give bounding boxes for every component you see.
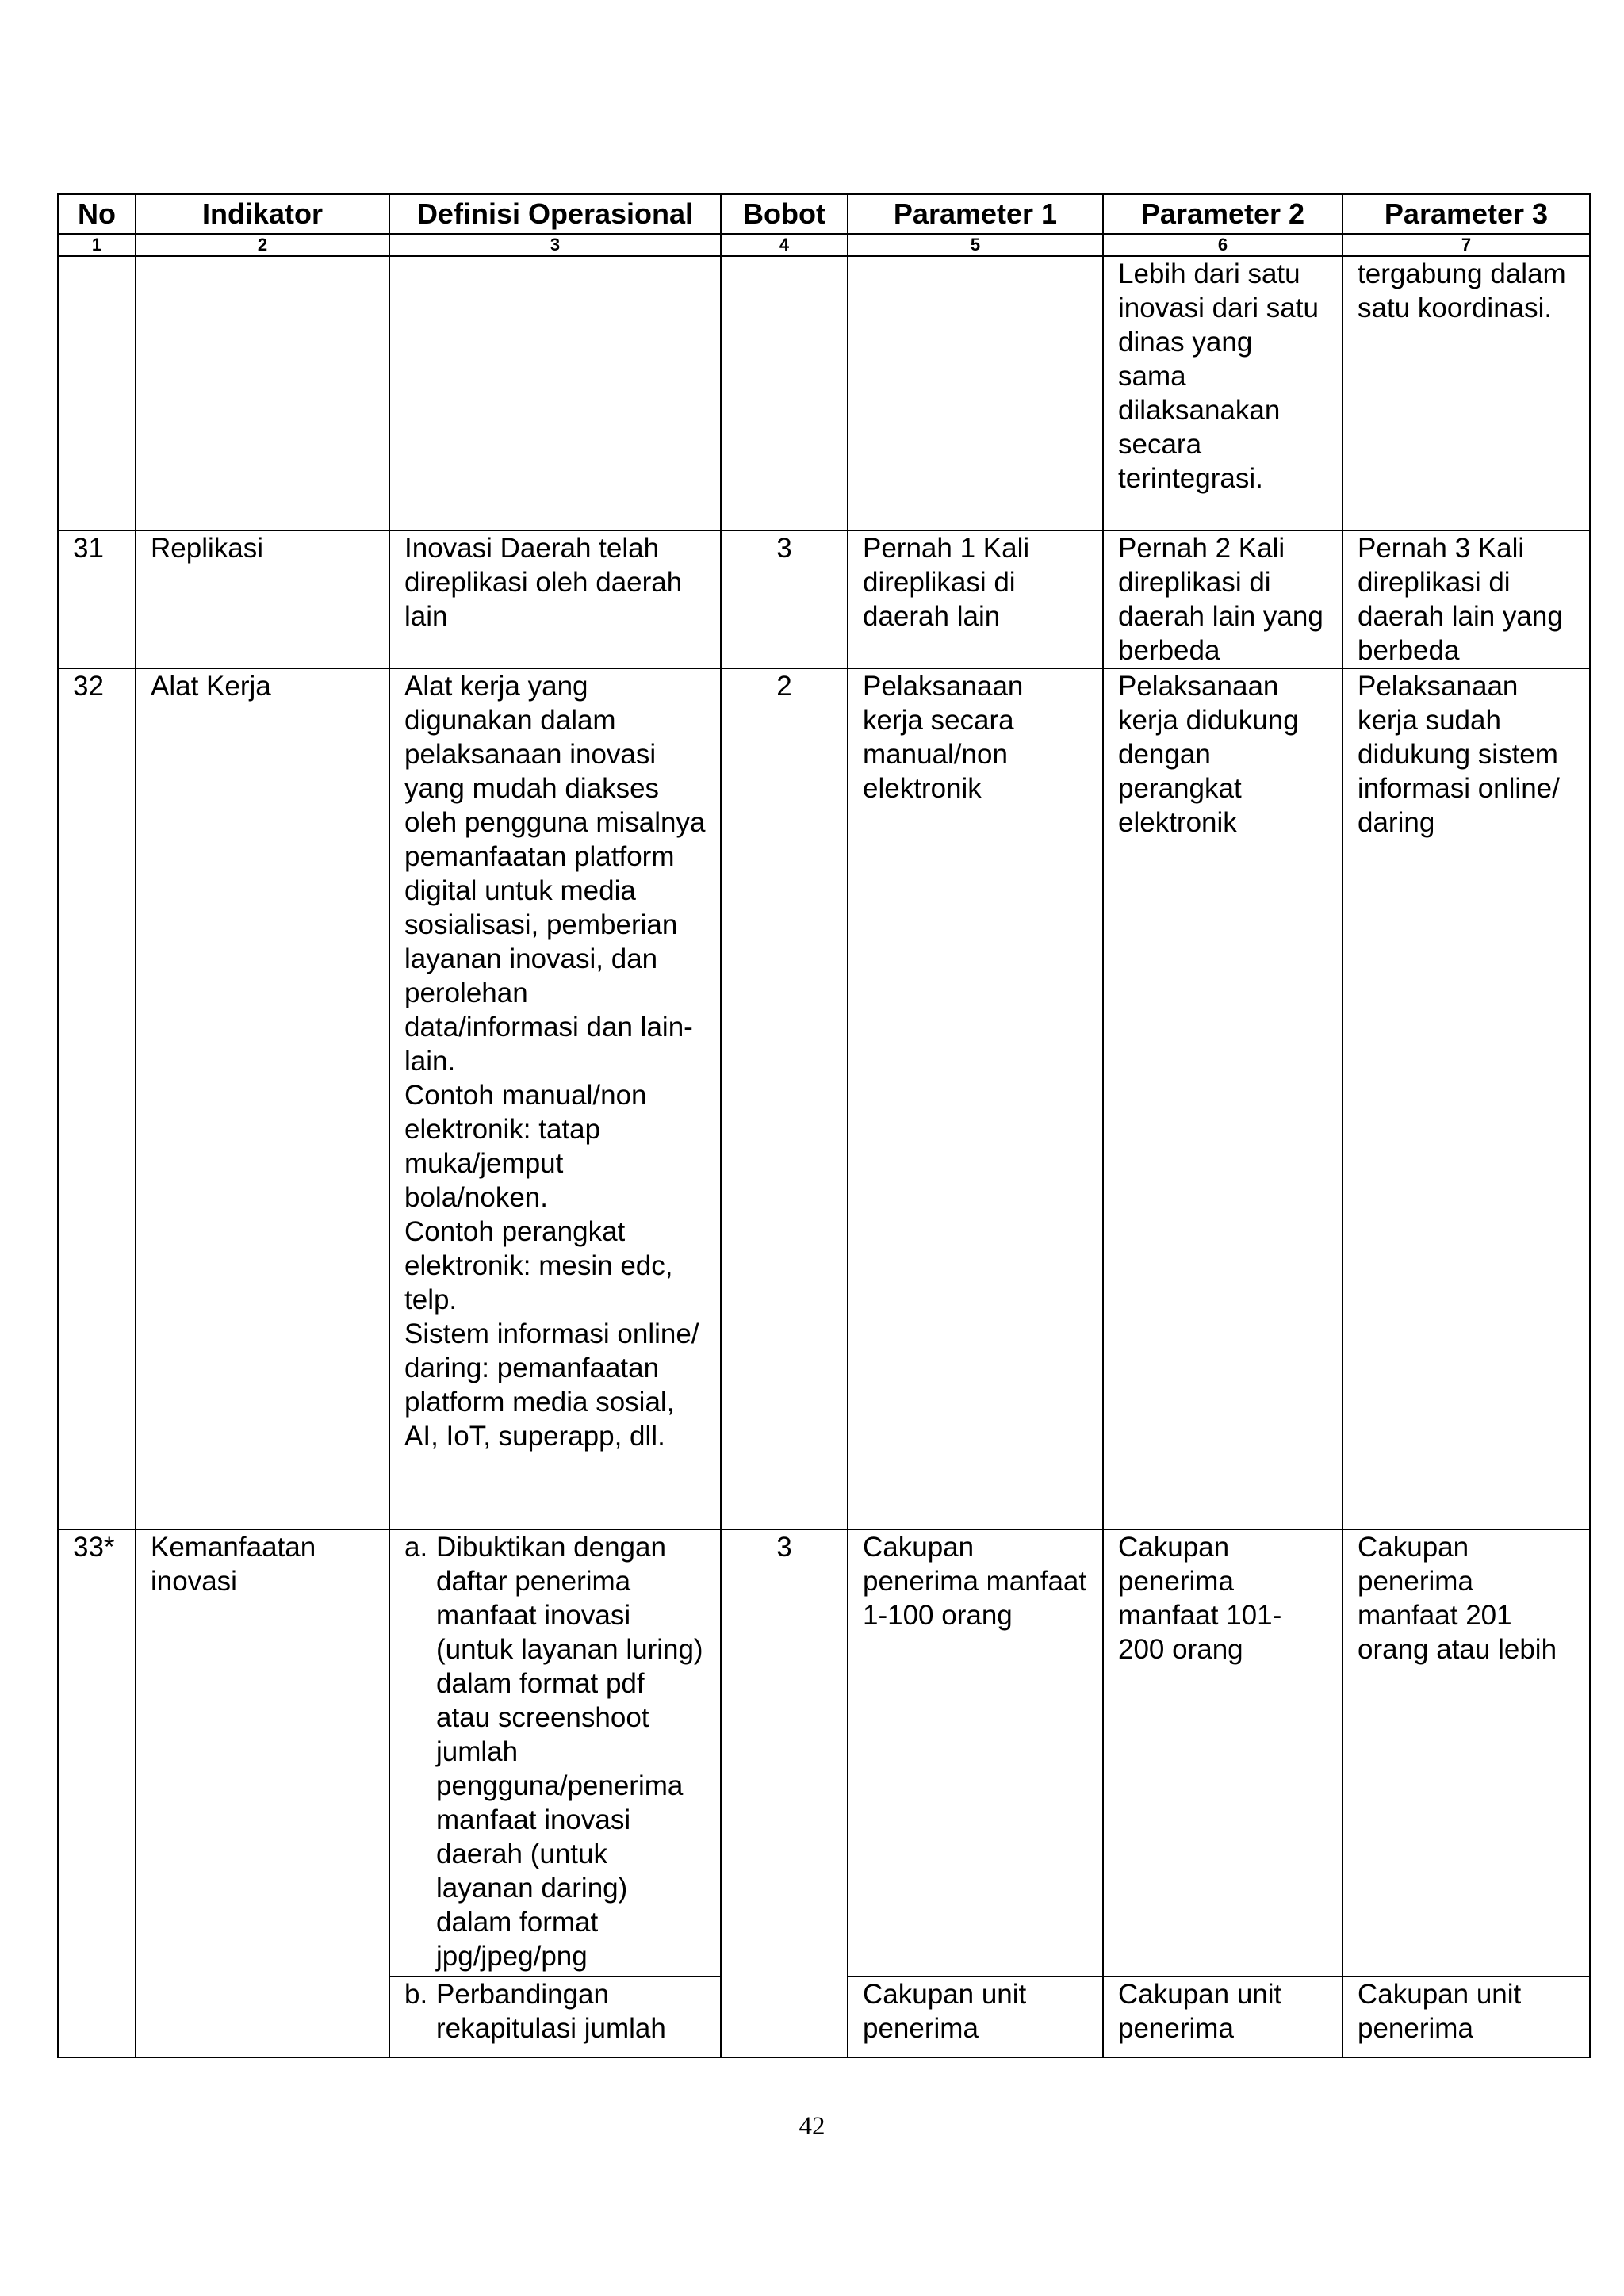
row-param-2: Cakupan unit penerima: [1103, 1976, 1342, 2057]
row-param-3: Cakupan unit penerima: [1342, 1976, 1590, 2057]
definisi-main: Alat kerja yang digunakan dalam pelaksanaan inovasi yang mudah diakses oleh pengguna misalnya pemanfaatan platform digital untuk media sosialisasi, pemberian layanan inovasi, dan perolehan data/informasi dan lain-lain.: [404, 671, 706, 1077]
row-no: 33*: [58, 1529, 136, 2057]
continuation-row: [58, 256, 1590, 530]
row-definisi: Inovasi Daerah telah direplikasi oleh daerah lain: [389, 530, 721, 668]
index-cell: 3: [389, 234, 721, 256]
empty-cell: [58, 256, 136, 530]
table-row: [58, 530, 1590, 668]
header-definisi: Definisi Operasional: [389, 194, 721, 234]
row-param-1: Cakupan penerima manfaat 1-100 orang: [848, 1529, 1103, 1976]
row-param-3: Pernah 3 Kali direplikasi di daerah lain yang berbeda: [1342, 530, 1590, 668]
row-param-2: Cakupan penerima manfaat 101-200 orang: [1103, 1529, 1342, 1976]
row-indikator: Alat Kerja: [136, 668, 389, 1529]
list-marker: b.: [404, 1979, 428, 2010]
definisi-example-electronic: Contoh perangkat elektronik: mesin edc, telp.: [404, 1216, 673, 1315]
definisi-b-text: Perbandingan rekapitulasi jumlah: [436, 1979, 666, 2044]
empty-cell: [136, 256, 389, 530]
row-param-1: Pelaksanaan kerja secara manual/non elektronik: [848, 668, 1103, 1529]
row-indikator: Kemanfaatan inovasi: [136, 1529, 389, 2057]
empty-cell: [721, 256, 848, 530]
definisi-example-online: Sistem informasi online/ daring: pemanfaatan platform media sosial, AI, IoT, superapp, dll.: [404, 1318, 699, 1452]
indicator-table: [57, 193, 1591, 2058]
index-cell: 7: [1342, 234, 1590, 256]
row-param-2: Pernah 2 Kali direplikasi di daerah lain yang berbeda: [1103, 530, 1342, 668]
row-no: 31: [58, 530, 136, 668]
header-parameter-3: Parameter 3: [1342, 194, 1590, 234]
row-param-1: Pernah 1 Kali direplikasi di daerah lain: [848, 530, 1103, 668]
index-cell: 5: [848, 234, 1103, 256]
row-param-2: Pelaksanaan kerja didukung dengan perangkat elektronik: [1103, 668, 1342, 1529]
table-row: [58, 1529, 1590, 1976]
header-row: [58, 194, 1590, 234]
definisi-a-text: Dibuktikan dengan daftar penerima manfaat inovasi (untuk layanan luring) dalam format pdf atau screenshoot jumlah pengguna/penerima manfaat inovasi daerah (untuk layanan daring) dalam format jpg/jpeg/png: [436, 1532, 703, 1972]
row-definisi: [389, 668, 721, 1529]
row-definisi-b: [389, 1976, 721, 2057]
row-no: 32: [58, 668, 136, 1529]
row-param-3: Cakupan penerima manfaat 201 orang atau lebih: [1342, 1529, 1590, 1976]
header-indikator: Indikator: [136, 194, 389, 234]
header-parameter-2: Parameter 2: [1103, 194, 1342, 234]
page-number: 42: [799, 2112, 825, 2141]
header-bobot: Bobot: [721, 194, 848, 234]
row-param-3: Pelaksanaan kerja sudah didukung sistem informasi online/ daring: [1342, 668, 1590, 1529]
header-no: No: [58, 194, 136, 234]
row-bobot: 3: [721, 1529, 848, 2057]
index-cell: 6: [1103, 234, 1342, 256]
row-bobot: 2: [721, 668, 848, 1529]
column-index-row: [58, 234, 1590, 256]
list-marker: a.: [404, 1532, 428, 1563]
index-cell: 2: [136, 234, 389, 256]
row-bobot: 3: [721, 530, 848, 668]
empty-cell: [848, 256, 1103, 530]
row-indikator: Replikasi: [136, 530, 389, 668]
index-cell: 4: [721, 234, 848, 256]
header-parameter-1: Parameter 1: [848, 194, 1103, 234]
table-row: [58, 668, 1590, 1529]
index-cell: 1: [58, 234, 136, 256]
definisi-example-manual: Contoh manual/non elektronik: tatap muka/jemput bola/noken.: [404, 1080, 647, 1213]
row-param-1: Cakupan unit penerima: [848, 1976, 1103, 2057]
continuation-param-2: Lebih dari satu inovasi dari satu dinas yang sama dilaksanakan secara terintegrasi.: [1103, 256, 1342, 530]
continuation-param-3: tergabung dalam satu koordinasi.: [1342, 256, 1590, 530]
row-definisi-a: [389, 1529, 721, 1976]
empty-cell: [389, 256, 721, 530]
